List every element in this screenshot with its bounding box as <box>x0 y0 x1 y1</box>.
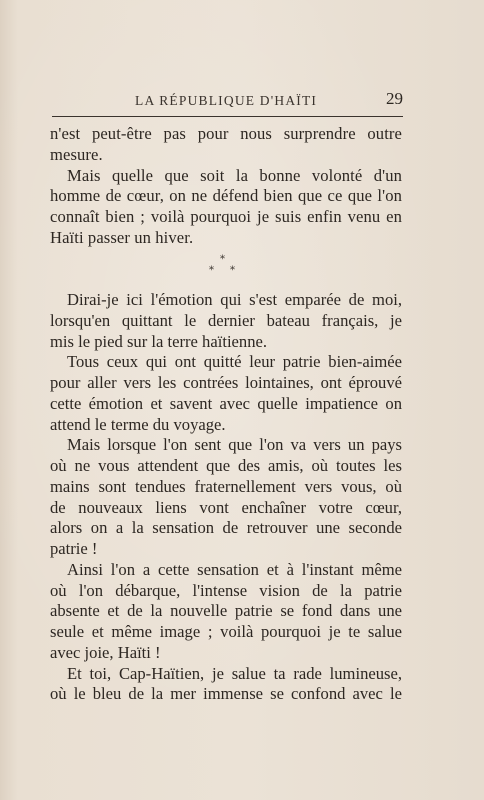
text-line: mains sont tendues fraternellement vers vous, où <box>50 476 402 496</box>
text-line: n'est peut-être pas pour nous surprendre outre <box>50 124 402 143</box>
asterism-star-right: * <box>230 265 235 276</box>
text-line: Mais lorsque l'on sent que l'on va vers un pays <box>67 435 402 455</box>
header-rule <box>52 116 403 117</box>
asterism-star-left: * <box>209 265 214 276</box>
text-line: de nouveaux liens vont enchaîner votre cœur, <box>50 497 402 517</box>
text-line: Ainsi l'on a cette sensation et à l'instant même <box>67 559 402 579</box>
text-line: Dirai-je ici l'émotion qui s'est emparée de moi, <box>67 290 402 309</box>
text-line: pour aller vers les contrées lointaines, ont éprouvé <box>50 373 402 392</box>
text-line: connaît bien ; voilà pourquoi je suis enfin venu en <box>50 207 402 226</box>
text-line: où ne vous attendent que des amis, où toutes les <box>50 456 402 475</box>
text-line: avec joie, Haïti ! <box>50 642 161 662</box>
text-line: Haïti passer un hiver. <box>50 227 194 247</box>
text-line: homme de cœur, on ne défend bien que ce que l'on <box>50 186 402 206</box>
text-line: où le bleu de la mer immense se confond avec le <box>50 684 402 704</box>
text-line: attend le terme du voyage. <box>50 414 226 434</box>
text-line: absente et de la nouvelle patrie se fond dans une <box>50 601 402 621</box>
text-line: Mais quelle que soit la bonne volonté d'un <box>67 165 402 185</box>
text-line: patrie ! <box>50 539 98 558</box>
text-line: lorsqu'en quittant le dernier bateau français, je <box>50 310 402 330</box>
text-line: alors on a la sensation de retrouver une seconde <box>50 518 402 538</box>
text-line: seule et même image ; voilà pourquoi je te salue <box>50 622 402 641</box>
text-line: mis le pied sur la terre haïtienne. <box>50 331 268 351</box>
running-title: LA RÉPUBLIQUE D'HAÏTI <box>135 93 318 108</box>
text-line: mesure. <box>50 144 103 164</box>
text-block-1 <box>50 124 402 249</box>
text-line: où l'on débarque, l'intense vision de la patrie <box>50 580 402 600</box>
text-line: Tous ceux qui ont quitté leur patrie bien-aimée <box>67 352 402 372</box>
page-number: 29 <box>386 89 403 108</box>
text-line: cette émotion et savent avec quelle impatience on <box>50 393 402 413</box>
asterism-star-top: * <box>220 254 225 265</box>
text-line: Et toi, Cap-Haïtien, je salue ta rade lumineuse, <box>67 663 402 683</box>
asterism <box>200 254 250 280</box>
page-header <box>51 89 403 113</box>
text-block-2 <box>50 290 402 705</box>
